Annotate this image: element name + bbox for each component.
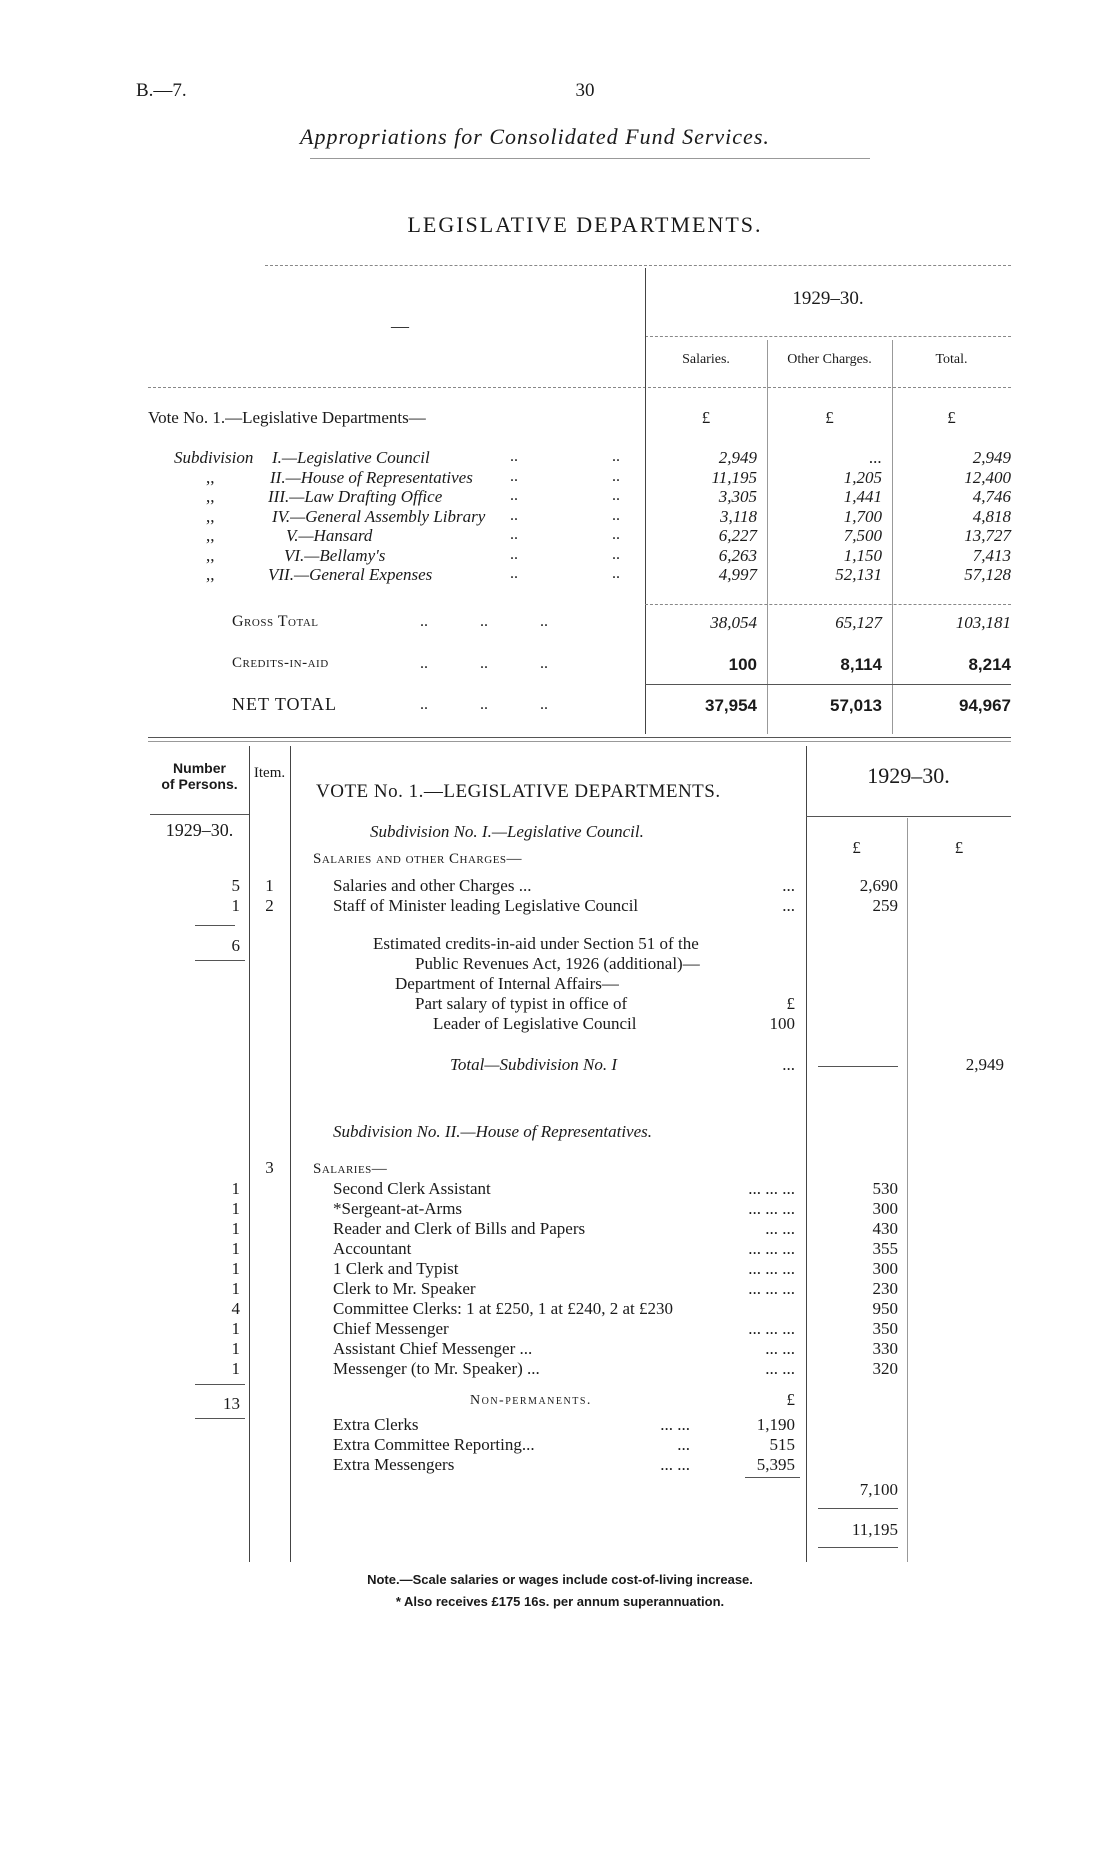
- row-description: Chief Messenger: [333, 1319, 449, 1338]
- subdivision-name: III.—Law Drafting Office: [268, 487, 443, 506]
- row-item: 2: [265, 896, 274, 915]
- credits-amount: 100: [769, 1014, 795, 1033]
- row-description: Reader and Clerk of Bills and Papers: [333, 1219, 586, 1238]
- row-persons: 1: [231, 1219, 240, 1238]
- subdivision-other: 1,700: [843, 506, 882, 526]
- subdivision-dots: ..: [612, 448, 620, 465]
- sub2-subtotal: 11,195: [851, 1520, 898, 1539]
- subdivision-ditto: ,,: [206, 545, 215, 565]
- row-dots: ... ...: [765, 1359, 795, 1378]
- row-persons: 1: [231, 1339, 240, 1358]
- row-dots: ... ...: [765, 1219, 795, 1238]
- subdivision-other: 52,131: [835, 565, 882, 584]
- detail-year-left: 1929–30.: [165, 820, 234, 840]
- subdivision-total: 2,949: [972, 448, 1011, 467]
- subdivision-salaries: 11,195: [711, 467, 757, 487]
- nonperm-description: Extra Committee Reporting...: [333, 1435, 535, 1454]
- row-dots: ...: [782, 896, 795, 915]
- nonperm-amount: 1,190: [756, 1415, 795, 1434]
- subdivision-ditto: ,,: [206, 526, 215, 545]
- summary-bottom-rule-2: [148, 741, 1011, 742]
- row-dots: ... ... ...: [748, 1239, 795, 1258]
- sub1-total-rule: [818, 1066, 898, 1067]
- subdivision-salaries: 6,227: [718, 526, 757, 545]
- credits-label: Credits-in-aid: [232, 655, 329, 671]
- note-2: * Also receives £175 16s. per annum superannuation.: [395, 1594, 725, 1609]
- subdivision-dots: ..: [510, 545, 518, 563]
- subdivision-dots: ..: [510, 467, 518, 485]
- subdivision-dots: ..: [612, 467, 620, 485]
- subdivision-name: VII.—General Expenses: [268, 565, 433, 584]
- sub2-salaries-total: 7,100: [859, 1480, 898, 1499]
- row-amount: 2,690: [859, 876, 898, 895]
- nonperm-label: Non-permanents.: [470, 1393, 592, 1408]
- pound-detail-2: £: [954, 838, 964, 857]
- subdivision-dots: ..: [612, 526, 620, 543]
- page-number: 30: [575, 80, 595, 101]
- subdivision-dots: ..: [510, 565, 518, 582]
- subdivision-name: V.—Hansard: [286, 526, 373, 545]
- sub1-credits-text: [373, 934, 700, 1034]
- row-description: Accountant: [333, 1239, 412, 1258]
- pound-detail-1: £: [852, 838, 861, 857]
- row-amount: 300: [872, 1199, 898, 1218]
- sub2-persons-rule-2: [195, 1418, 245, 1419]
- subdivision-dots: ..: [510, 526, 518, 543]
- col-item: Item.: [253, 765, 286, 781]
- detail-divider-amount: [806, 746, 807, 1562]
- row-persons: 1: [231, 1259, 240, 1278]
- col-persons-label: of Persons.: [161, 776, 238, 792]
- row-dots: ... ... ...: [748, 1259, 795, 1278]
- net-dots: .. .. ..: [420, 696, 548, 713]
- subdivision-name: I.—Legislative Council: [272, 448, 430, 467]
- sub1-total-dots: ...: [782, 1055, 795, 1074]
- nonperm-rule: [745, 1477, 800, 1478]
- subdivision-dots: ..: [612, 487, 620, 504]
- row-description: Messenger (to Mr. Speaker) ...: [333, 1359, 540, 1378]
- gross-total: 103,181: [955, 613, 1011, 632]
- nonperm-pound: £: [786, 1390, 795, 1409]
- subdivision-total: 4,746: [972, 487, 1011, 506]
- row-amount: 350: [872, 1319, 898, 1338]
- document-ref: B.—7.: [136, 80, 187, 101]
- subdivision-total: 57,128: [964, 565, 1011, 584]
- sub1-total-amount: 2,949: [965, 1055, 1004, 1074]
- row-description: Salaries and other Charges ...: [333, 876, 532, 895]
- sub1-section: Salaries and other Charges—: [313, 851, 523, 867]
- row-persons: 1: [231, 1359, 240, 1378]
- nonperm-amount: 5,395: [756, 1455, 795, 1474]
- sub1-persons-total: 6: [231, 936, 240, 955]
- row-persons: 1: [231, 1239, 240, 1258]
- subdivision-name: VI.—Bellamy's: [284, 545, 386, 565]
- pound-total: £: [947, 408, 956, 427]
- net-salaries: 37,954: [705, 696, 757, 715]
- note-1: Note.—Scale salaries or wages include cost-of-living increase.: [367, 1572, 753, 1587]
- row-amount: 430: [872, 1219, 898, 1238]
- subdivision-other: ...: [869, 448, 882, 467]
- subdivision-prefix: Subdivision: [174, 448, 254, 467]
- subdivision-other: 1,205: [843, 467, 882, 487]
- subdivision-name: II.—House of Representatives: [270, 467, 473, 487]
- row-amount: 230: [872, 1279, 898, 1298]
- detail-year-right: 1929–30.: [867, 763, 950, 788]
- net-total: 94,967: [959, 696, 1011, 715]
- row-dots: ...: [782, 876, 795, 895]
- col-number-label: Number: [173, 760, 226, 776]
- subdivision-other: 7,500: [843, 526, 882, 545]
- row-description: 1 Clerk and Typist: [333, 1259, 459, 1278]
- summary-top-rule: [265, 265, 1011, 266]
- amount-header-rule: [806, 816, 1011, 817]
- net-total-label: NET TOTAL: [232, 694, 338, 714]
- sub1-persons-rule: [195, 925, 235, 926]
- credits-dots: .. .. ..: [420, 655, 548, 672]
- pound-other: £: [825, 408, 834, 427]
- summary-bottom-rule: [148, 737, 1011, 738]
- row-amount: 330: [872, 1339, 898, 1358]
- credits-total: 8,214: [968, 655, 1011, 674]
- subdivision-ditto: ,,: [206, 467, 215, 487]
- detail-divider-total: [907, 818, 908, 1562]
- credits-other: 8,114: [840, 655, 882, 674]
- summary-dash: —: [391, 316, 409, 336]
- summary-header-rule: [148, 387, 1011, 388]
- row-amount: 950: [872, 1299, 898, 1318]
- subdivision-name: IV.—General Assembly Library: [272, 506, 486, 526]
- row-amount: 320: [872, 1359, 898, 1378]
- subdivision-total: 13,727: [964, 526, 1011, 545]
- nonperm-amount: 515: [769, 1435, 795, 1454]
- row-dots: ... ... ...: [748, 1319, 795, 1338]
- subdivision-ditto: ,,: [206, 506, 215, 526]
- sub1-title: Subdivision No. I.—Legislative Council.: [370, 822, 644, 841]
- credits-line-2: Public Revenues Act, 1926 (additional)—: [415, 954, 700, 973]
- subdivision-other: 1,150: [843, 545, 882, 565]
- credits-line-3: Department of Internal Affairs—: [395, 974, 619, 993]
- row-persons: 1: [231, 1179, 240, 1198]
- summary-year: 1929–30.: [792, 288, 864, 309]
- col-total: Total.: [935, 352, 968, 367]
- sub2-item: 3: [265, 1158, 274, 1177]
- nonperm-description: Extra Clerks: [333, 1415, 419, 1434]
- row-amount: 259: [872, 896, 898, 915]
- row-amount: 355: [872, 1239, 898, 1258]
- subdivision-salaries: 6,263: [718, 545, 757, 565]
- summary-year-rule: [645, 336, 1011, 337]
- persons-header-rule: [150, 814, 249, 815]
- subdivision-salaries: 3,305: [718, 487, 757, 506]
- row-item: 1: [265, 876, 274, 895]
- main-title: LEGISLATIVE DEPARTMENTS.: [407, 212, 763, 237]
- page-subtitle: Appropriations for Consolidated Fund Services.: [300, 124, 770, 149]
- subdivision-dots: ..: [612, 565, 620, 582]
- sub2-persons-total: 13: [223, 1394, 240, 1413]
- row-persons: 1: [231, 1279, 240, 1298]
- sub2-subtotal-rule: [818, 1547, 898, 1548]
- subdivision-dots: ..: [510, 487, 518, 504]
- subdivision-total: 12,400: [964, 467, 1011, 487]
- row-description: Clerk to Mr. Speaker: [333, 1279, 476, 1298]
- subdivision-dots: ..: [612, 545, 620, 563]
- nonperm-dots: ... ...: [660, 1455, 690, 1474]
- pound-salaries: £: [701, 408, 711, 427]
- sub2-salaries-rule: [818, 1508, 898, 1509]
- subdivision-dots: ..: [510, 506, 518, 524]
- sub2-persons-rule: [195, 1384, 245, 1385]
- sub1-total-label: Total—Subdivision No. I: [450, 1055, 618, 1074]
- row-persons: 1: [231, 896, 240, 915]
- vote-label: Vote No. 1.—Legislative Departments—: [148, 408, 426, 427]
- subdivision-ditto: ,,: [206, 487, 215, 506]
- row-amount: 530: [872, 1179, 898, 1198]
- subdivision-dots: ..: [510, 448, 518, 465]
- sub2-title: Subdivision No. II.—House of Representatives.: [333, 1122, 653, 1141]
- row-persons: 5: [231, 876, 240, 895]
- subdivision-salaries: 3,118: [720, 506, 757, 526]
- credits-line-1: Estimated credits-in-aid under Section 51 of the: [373, 934, 699, 953]
- row-description: Second Clerk Assistant: [333, 1179, 491, 1198]
- row-dots: ... ... ...: [748, 1199, 795, 1218]
- nonperm-dots: ... ...: [660, 1415, 690, 1434]
- detail-divider-persons: [249, 746, 250, 1562]
- row-dots: ... ...: [765, 1339, 795, 1358]
- net-rule: [645, 684, 1011, 685]
- detail-divider-item: [290, 746, 291, 1562]
- row-amount: 300: [872, 1259, 898, 1278]
- sub2-section: Salaries—: [313, 1161, 388, 1177]
- row-dots: ... ... ...: [748, 1179, 795, 1198]
- row-dots: ... ... ...: [748, 1279, 795, 1298]
- col-salaries: Salaries.: [682, 352, 730, 367]
- row-persons: 1: [231, 1319, 240, 1338]
- subdivision-total: 7,413: [972, 545, 1011, 565]
- row-description: *Sergeant-at-Arms: [333, 1199, 463, 1218]
- gross-rule: [645, 604, 1011, 605]
- subdivision-salaries: 2,949: [718, 448, 757, 467]
- nonperm-dots: ...: [677, 1435, 690, 1454]
- credits-line-4: Part salary of typist in office of: [415, 994, 628, 1013]
- col-number-of-persons: [150, 760, 249, 792]
- gross-total-label: Gross Total: [232, 613, 319, 630]
- credits-line-5: Leader of Legislative Council: [433, 1014, 637, 1033]
- col-other-charges: Other Charges.: [787, 352, 872, 367]
- gross-other: 65,127: [835, 613, 882, 632]
- vote-title: VOTE No. 1.—LEGISLATIVE DEPARTMENTS.: [316, 781, 721, 802]
- subdivision-other: 1,441: [843, 487, 882, 506]
- row-description: Staff of Minister leading Legislative Council: [333, 896, 639, 915]
- header-rule: [310, 158, 870, 159]
- subdivision-salaries: 4,997: [718, 565, 757, 584]
- credits-salaries: 100: [728, 655, 757, 674]
- net-other: 57,013: [830, 696, 882, 715]
- credits-pound: £: [786, 994, 795, 1013]
- row-persons: 4: [231, 1299, 240, 1318]
- subdivision-dots: ..: [612, 506, 620, 524]
- subdivision-total: 4,818: [972, 506, 1011, 526]
- row-description: Committee Clerks: 1 at £250, 1 at £240, 2 at £230: [333, 1299, 673, 1318]
- row-persons: 1: [231, 1199, 240, 1218]
- nonperm-description: Extra Messengers: [333, 1455, 455, 1474]
- sub1-persons-rule-2: [195, 960, 245, 961]
- subdivision-ditto: ,,: [206, 565, 215, 584]
- gross-salaries: 38,054: [710, 613, 757, 632]
- row-description: Assistant Chief Messenger ...: [333, 1339, 533, 1358]
- gross-dots: .. .. ..: [420, 613, 548, 630]
